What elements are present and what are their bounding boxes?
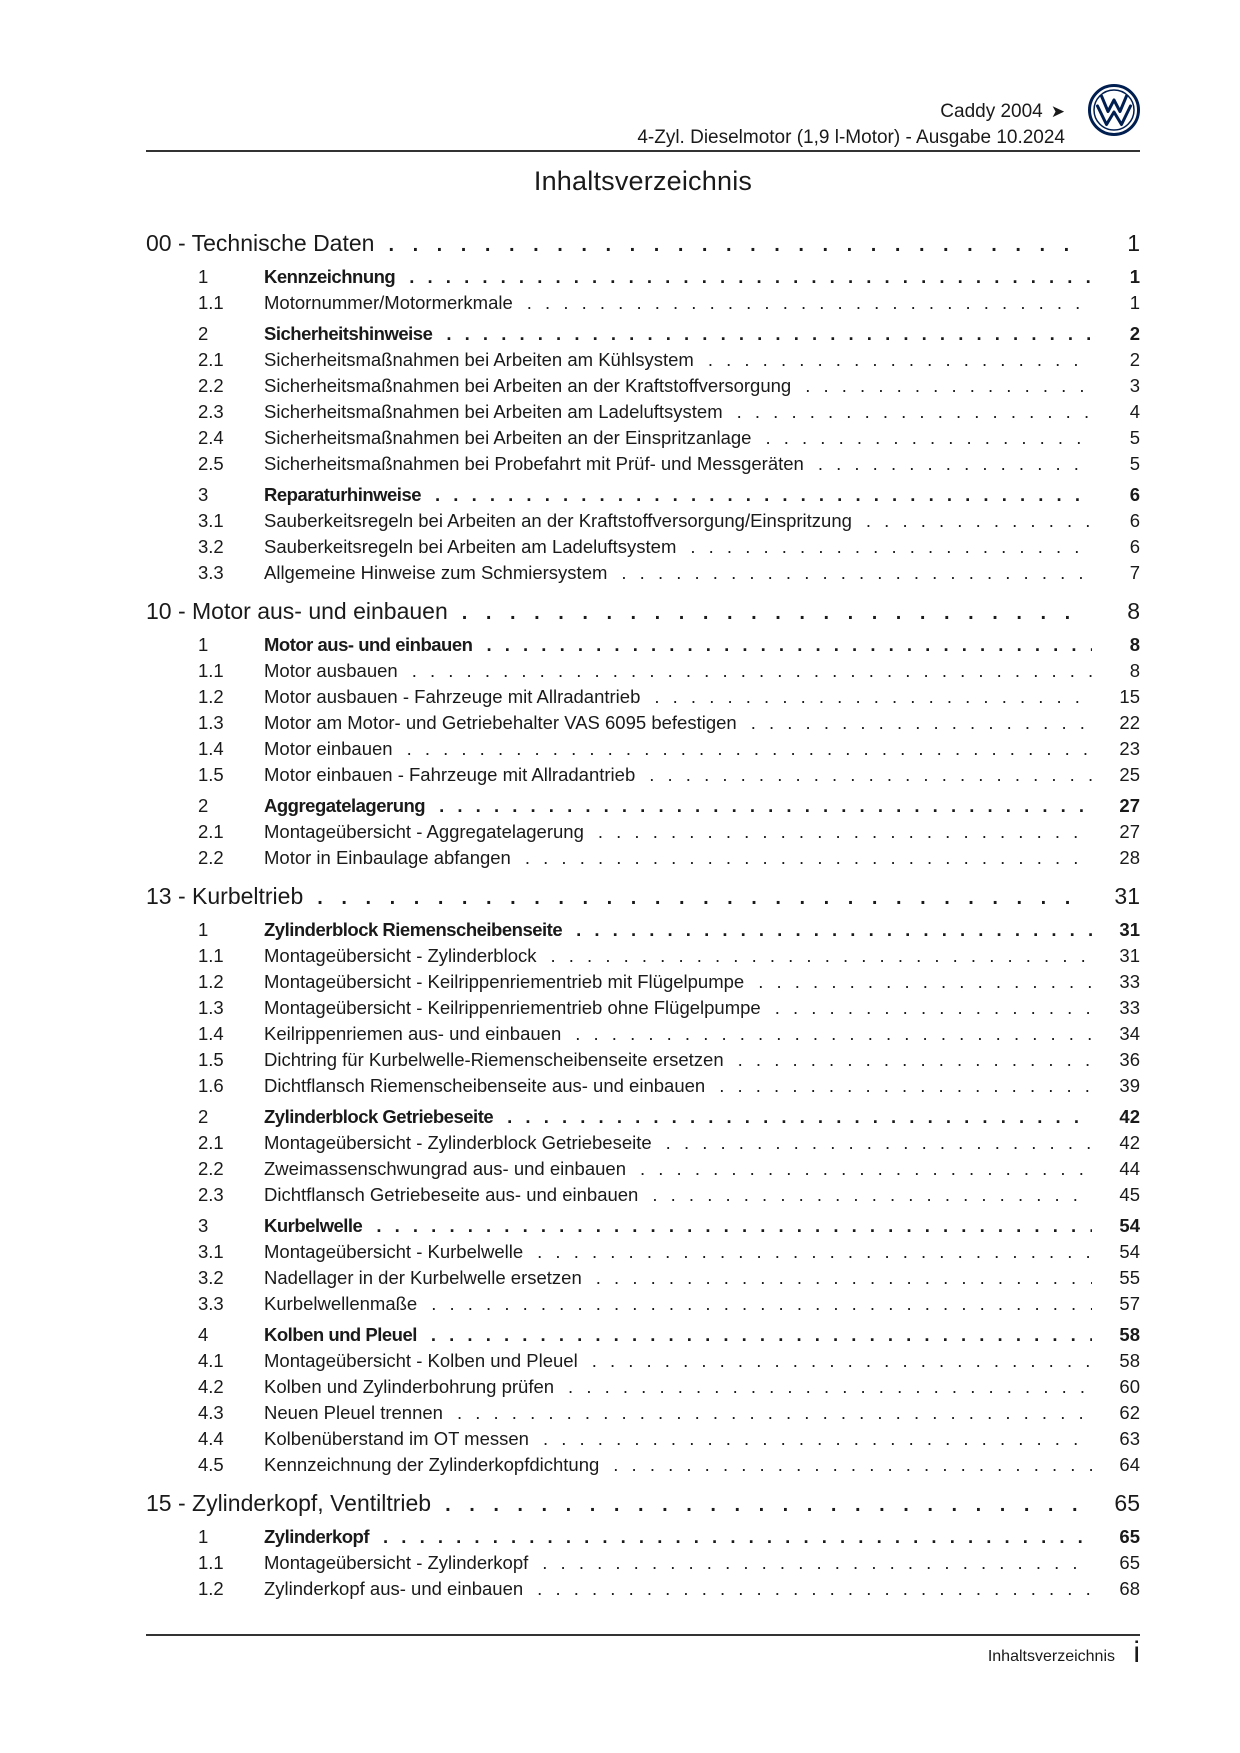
subsection-page: 1 — [1129, 292, 1140, 313]
subsection-title: Kolbenüberstand im OT messen — [264, 1428, 529, 1449]
section-page: 6 — [1129, 484, 1140, 505]
toc-subsection[interactable] — [146, 847, 1140, 873]
toc-section[interactable] — [146, 1324, 1140, 1350]
subsection-title: Dichtflansch Getriebeseite aus- und einbauen — [264, 1184, 639, 1205]
dot-leader — [462, 602, 1086, 625]
subsection-number: 3.1 — [198, 1241, 224, 1262]
toc-subsection[interactable] — [146, 1578, 1140, 1604]
dot-leader — [666, 1132, 1092, 1154]
subsection-page: 44 — [1119, 1158, 1140, 1179]
subsection-number: 2.4 — [198, 427, 224, 448]
subsection-page: 57 — [1119, 1293, 1140, 1314]
subsection-title: Montageübersicht - Keilrippenriementrieb ohne Flügelpumpe — [264, 997, 761, 1018]
subsection-page: 34 — [1119, 1023, 1140, 1044]
dot-leader — [551, 945, 1093, 967]
subsection-page: 45 — [1119, 1184, 1140, 1205]
subsection-number: 1.4 — [198, 1023, 224, 1044]
chapter-title: 13 - Kurbeltrieb — [146, 883, 304, 909]
toc-section[interactable] — [146, 1526, 1140, 1552]
section-title: Zylinderblock Riemenscheibenseite — [264, 919, 563, 940]
subsection-number: 2.1 — [198, 821, 224, 842]
subsection-title: Montageübersicht - Kolben und Pleuel — [264, 1350, 578, 1371]
subsection-title: Allgemeine Hinweise zum Schmiersystem — [264, 562, 608, 583]
subsection-number: 2.1 — [198, 1132, 224, 1153]
toc-subsection[interactable] — [146, 536, 1140, 562]
toc-subsection[interactable] — [146, 712, 1140, 738]
subsection-title: Sauberkeitsregeln bei Arbeiten am Ladeluftsystem — [264, 536, 677, 557]
subsection-page: 15 — [1119, 686, 1140, 707]
footer-label: Inhaltsverzeichnis — [987, 1648, 1115, 1665]
section-title: Zylinderblock Getriebeseite — [264, 1106, 494, 1127]
dot-leader — [527, 292, 1092, 314]
section-number: 3 — [198, 484, 209, 505]
toc-subsection[interactable] — [146, 1184, 1140, 1210]
subsection-page: 42 — [1119, 1132, 1140, 1153]
dot-leader — [431, 1293, 1092, 1315]
subsection-page: 58 — [1119, 1350, 1140, 1371]
toc-section[interactable] — [146, 323, 1140, 349]
subsection-title: Kennzeichnung der Zylinderkopfdichtung — [264, 1454, 600, 1475]
subsection-page: 3 — [1129, 375, 1140, 396]
toc-subsection[interactable] — [146, 1402, 1140, 1428]
dot-leader — [818, 453, 1092, 475]
subsection-number: 3.3 — [198, 1293, 224, 1314]
toc-chapter[interactable] — [146, 230, 1140, 266]
toc-subsection[interactable] — [146, 1454, 1140, 1480]
subsection-page: 7 — [1129, 562, 1140, 583]
section-page: 27 — [1119, 795, 1140, 816]
chapter-page: 65 — [1114, 1490, 1140, 1516]
header-vehicle — [940, 100, 1065, 124]
toc-subsection[interactable] — [146, 401, 1140, 427]
section-title: Aggregatelagerung — [264, 795, 426, 816]
section-page: 31 — [1119, 919, 1140, 940]
subsection-page: 62 — [1119, 1402, 1140, 1423]
subsection-number: 2.3 — [198, 1184, 224, 1205]
subsection-title: Sicherheitsmaßnahmen bei Arbeiten am Kühlsystem — [264, 349, 694, 370]
subsection-title: Montageübersicht - Zylinderkopf — [264, 1552, 529, 1573]
toc-subsection[interactable] — [146, 1552, 1140, 1578]
subsection-page: 60 — [1119, 1376, 1140, 1397]
subsection-page: 39 — [1119, 1075, 1140, 1096]
header-rule — [146, 150, 1140, 152]
dot-leader — [775, 997, 1092, 1019]
subsection-number: 2.3 — [198, 401, 224, 422]
section-page: 8 — [1129, 634, 1140, 655]
toc-subsection[interactable] — [146, 1293, 1140, 1319]
subsection-title: Motor in Einbaulage abfangen — [264, 847, 511, 868]
subsection-number: 1.1 — [198, 1552, 224, 1573]
dot-leader — [568, 1376, 1092, 1398]
section-title: Motor aus- und einbauen — [264, 634, 473, 655]
subsection-page: 63 — [1119, 1428, 1140, 1449]
section-number: 3 — [198, 1215, 209, 1236]
subsection-page: 64 — [1119, 1454, 1140, 1475]
dot-leader — [383, 1526, 1092, 1548]
section-number: 1 — [198, 266, 209, 287]
dot-leader — [431, 1324, 1092, 1346]
toc-section[interactable] — [146, 266, 1140, 292]
dot-leader — [576, 919, 1092, 941]
subsection-number: 4.3 — [198, 1402, 224, 1423]
toc-chapter[interactable] — [146, 1490, 1140, 1526]
page-title: Inhaltsverzeichnis — [533, 166, 753, 196]
subsection-number: 4.1 — [198, 1350, 224, 1371]
dot-leader — [866, 510, 1092, 532]
section-number: 2 — [198, 795, 209, 816]
subsection-title: Zylinderkopf aus- und einbauen — [264, 1578, 524, 1599]
subsection-page: 2 — [1129, 349, 1140, 370]
subsection-number: 1.4 — [198, 738, 224, 759]
header-vehicle-text: Caddy 2004 — [940, 101, 1043, 122]
section-number: 4 — [198, 1324, 209, 1345]
dot-leader — [719, 1075, 1092, 1097]
dot-leader — [525, 847, 1092, 869]
toc-section[interactable] — [146, 919, 1140, 945]
subsection-number: 1.3 — [198, 712, 224, 733]
subsection-page: 23 — [1119, 738, 1140, 759]
dot-leader — [596, 1267, 1092, 1289]
subsection-number: 2.2 — [198, 375, 224, 396]
subsection-number: 3.3 — [198, 562, 224, 583]
subsection-page: 65 — [1119, 1552, 1140, 1573]
subsection-title: Sicherheitsmaßnahmen bei Arbeiten an der Einspritzanlage — [264, 427, 752, 448]
arrow-right-icon: ➤ — [1050, 102, 1065, 121]
toc-subsection[interactable] — [146, 453, 1140, 479]
subsection-number: 3.2 — [198, 536, 224, 557]
dot-leader — [805, 375, 1092, 397]
subsection-number: 1.6 — [198, 1075, 224, 1096]
vw-logo-icon — [1088, 84, 1140, 136]
section-title: Kurbelwelle — [264, 1215, 363, 1236]
dot-leader — [376, 1215, 1092, 1237]
dot-leader — [409, 266, 1092, 288]
dot-leader — [486, 634, 1092, 656]
subsection-page: 5 — [1129, 427, 1140, 448]
section-page: 54 — [1119, 1215, 1140, 1236]
subsection-title: Montageübersicht - Aggregatelagerung — [264, 821, 584, 842]
toc-subsection[interactable] — [146, 686, 1140, 712]
toc-subsection[interactable] — [146, 1158, 1140, 1184]
dot-leader — [457, 1402, 1092, 1424]
subsection-page: 4 — [1129, 401, 1140, 422]
subsection-title: Nadellager in der Kurbelwelle ersetzen — [264, 1267, 582, 1288]
section-title: Sicherheitshinweise — [264, 323, 433, 344]
dot-leader — [435, 484, 1092, 506]
toc-subsection[interactable] — [146, 1267, 1140, 1293]
dot-leader — [652, 1184, 1092, 1206]
dot-leader — [445, 1494, 1086, 1517]
subsection-title: Motor am Motor- und Getriebehalter VAS 6095 befestigen — [264, 712, 737, 733]
subsection-number: 4.2 — [198, 1376, 224, 1397]
subsection-number: 4.4 — [198, 1428, 224, 1449]
subsection-page: 31 — [1119, 945, 1140, 966]
dot-leader — [751, 712, 1092, 734]
toc-section[interactable] — [146, 1215, 1140, 1241]
subsection-page: 55 — [1119, 1267, 1140, 1288]
section-number: 1 — [198, 1526, 209, 1547]
subsection-number: 1.5 — [198, 764, 224, 785]
dot-leader — [446, 323, 1092, 345]
subsection-title: Sicherheitsmaßnahmen bei Arbeiten an der Kraftstoffversorgung — [264, 375, 792, 396]
toc-section[interactable] — [146, 795, 1140, 821]
toc-subsection[interactable] — [146, 1075, 1140, 1101]
dot-leader — [598, 821, 1092, 843]
subsection-page: 33 — [1119, 997, 1140, 1018]
subsection-number: 1.3 — [198, 997, 224, 1018]
toc-subsection[interactable] — [146, 292, 1140, 318]
toc-subsection[interactable] — [146, 427, 1140, 453]
dot-leader — [649, 764, 1092, 786]
subsection-page: 36 — [1119, 1049, 1140, 1070]
subsection-page: 8 — [1129, 660, 1140, 681]
toc-chapter[interactable] — [146, 883, 1140, 919]
subsection-page: 6 — [1129, 510, 1140, 531]
subsection-page: 25 — [1119, 764, 1140, 785]
subsection-title: Dichtring für Kurbelwelle-Riemenscheibenseite ersetzen — [264, 1049, 724, 1070]
subsection-number: 1.2 — [198, 971, 224, 992]
toc-subsection[interactable] — [146, 349, 1140, 375]
dot-leader — [654, 686, 1092, 708]
section-title: Kolben und Pleuel — [264, 1324, 417, 1345]
toc-subsection[interactable] — [146, 764, 1140, 790]
dot-leader — [542, 1552, 1092, 1574]
subsection-page: 6 — [1129, 536, 1140, 557]
section-page: 2 — [1129, 323, 1140, 344]
dot-leader — [613, 1454, 1092, 1476]
subsection-title: Montageübersicht - Zylinderblock — [264, 945, 537, 966]
section-page: 42 — [1119, 1106, 1140, 1127]
toc-chapter[interactable] — [146, 598, 1140, 634]
subsection-number: 1.1 — [198, 292, 224, 313]
footer-page-number: i — [1133, 1636, 1140, 1669]
chapter-page: 31 — [1114, 883, 1140, 909]
dot-leader — [737, 401, 1092, 423]
dot-leader — [708, 349, 1092, 371]
dot-leader — [412, 660, 1092, 682]
chapter-title: 00 - Technische Daten — [146, 230, 375, 256]
section-number: 1 — [198, 634, 209, 655]
dot-leader — [765, 427, 1092, 449]
section-page: 58 — [1119, 1324, 1140, 1345]
dot-leader — [537, 1578, 1092, 1600]
toc-subsection[interactable] — [146, 997, 1140, 1023]
subsection-number: 3.2 — [198, 1267, 224, 1288]
dot-leader — [388, 234, 1086, 257]
footer-rule — [146, 1634, 1140, 1636]
subsection-title: Motor ausbauen — [264, 660, 398, 681]
toc-subsection[interactable] — [146, 1132, 1140, 1158]
section-page: 65 — [1119, 1526, 1140, 1547]
subsection-page: 28 — [1119, 847, 1140, 868]
subsection-page: 22 — [1119, 712, 1140, 733]
subsection-title: Montageübersicht - Keilrippenriementrieb mit Flügelpumpe — [264, 971, 745, 992]
subsection-title: Dichtflansch Riemenscheibenseite aus- und einbauen — [264, 1075, 706, 1096]
toc-subsection[interactable] — [146, 660, 1140, 686]
dot-leader — [738, 1049, 1092, 1071]
dot-leader — [575, 1023, 1092, 1045]
subsection-number: 1.2 — [198, 686, 224, 707]
subsection-number: 3.1 — [198, 510, 224, 531]
subsection-title: Motor ausbauen - Fahrzeuge mit Allradantrieb — [264, 686, 641, 707]
subsection-title: Sauberkeitsregeln bei Arbeiten an der Kraftstoffversorgung/Einspritzung — [264, 510, 852, 531]
subsection-title: Kolben und Zylinderbohrung prüfen — [264, 1376, 555, 1397]
subsection-title: Keilrippenriemen aus- und einbauen — [264, 1023, 562, 1044]
toc-subsection[interactable] — [146, 1049, 1140, 1075]
subsection-title: Motornummer/Motormerkmale — [264, 292, 513, 313]
toc-subsection[interactable] — [146, 738, 1140, 764]
subsection-number: 2.2 — [198, 1158, 224, 1179]
toc-section[interactable] — [146, 634, 1140, 660]
subsection-title: Neuen Pleuel trennen — [264, 1402, 443, 1423]
dot-leader — [439, 795, 1092, 817]
toc-subsection[interactable] — [146, 1350, 1140, 1376]
toc-section[interactable] — [146, 1106, 1140, 1132]
subsection-number: 2.1 — [198, 349, 224, 370]
subsection-title: Sicherheitsmaßnahmen bei Probefahrt mit Prüf- und Messgeräten — [264, 453, 804, 474]
subsection-page: 27 — [1119, 821, 1140, 842]
subsection-title: Sicherheitsmaßnahmen bei Arbeiten am Ladeluftsystem — [264, 401, 723, 422]
section-number: 2 — [198, 1106, 209, 1127]
subsection-number: 2.5 — [198, 453, 224, 474]
toc-subsection[interactable] — [146, 510, 1140, 536]
subsection-title: Zweimassenschwungrad aus- und einbauen — [264, 1158, 626, 1179]
dot-leader — [592, 1350, 1092, 1372]
chapter-title: 10 - Motor aus- und einbauen — [146, 598, 448, 624]
subsection-number: 1.1 — [198, 660, 224, 681]
dot-leader — [317, 887, 1086, 910]
dot-leader — [543, 1428, 1092, 1450]
dot-leader — [407, 738, 1092, 760]
subsection-title: Kurbelwellenmaße — [264, 1293, 418, 1314]
section-title: Reparaturhinweise — [264, 484, 422, 505]
toc-subsection[interactable] — [146, 821, 1140, 847]
chapter-page: 1 — [1127, 230, 1140, 256]
toc-subsection[interactable] — [146, 1241, 1140, 1267]
toc-subsection[interactable] — [146, 375, 1140, 401]
subsection-title: Motor einbauen - Fahrzeuge mit Allradantrieb — [264, 764, 636, 785]
section-title: Zylinderkopf — [264, 1526, 370, 1547]
section-number: 1 — [198, 919, 209, 940]
toc-subsection[interactable] — [146, 562, 1140, 588]
dot-leader — [690, 536, 1092, 558]
subsection-number: 1.2 — [198, 1578, 224, 1599]
toc-subsection[interactable] — [146, 1428, 1140, 1454]
subsection-page: 54 — [1119, 1241, 1140, 1262]
dot-leader — [621, 562, 1092, 584]
subsection-page: 33 — [1119, 971, 1140, 992]
header-subtitle: 4-Zyl. Dieselmotor (1,9 l-Motor) - Ausgabe 10.2024 — [637, 127, 1065, 148]
dot-leader — [507, 1106, 1092, 1128]
section-page: 1 — [1129, 266, 1140, 287]
section-number: 2 — [198, 323, 209, 344]
toc-subsection[interactable] — [146, 1023, 1140, 1049]
subsection-number: 2.2 — [198, 847, 224, 868]
toc-subsection[interactable] — [146, 1376, 1140, 1402]
dot-leader — [537, 1241, 1092, 1263]
subsection-page: 68 — [1119, 1578, 1140, 1599]
subsection-number: 1.1 — [198, 945, 224, 966]
section-title: Kennzeichnung — [264, 266, 396, 287]
table-of-contents — [146, 230, 1140, 1604]
chapter-title: 15 - Zylinderkopf, Ventiltrieb — [146, 1490, 432, 1516]
toc-section[interactable] — [146, 484, 1140, 510]
subsection-title: Montageübersicht - Zylinderblock Getriebeseite — [264, 1132, 652, 1153]
dot-leader — [640, 1158, 1092, 1180]
subsection-number: 4.5 — [198, 1454, 224, 1475]
subsection-title: Motor einbauen — [264, 738, 393, 759]
subsection-page: 5 — [1129, 453, 1140, 474]
toc-subsection[interactable] — [146, 971, 1140, 997]
chapter-page: 8 — [1127, 598, 1140, 624]
dot-leader — [758, 971, 1092, 993]
subsection-title: Montageübersicht - Kurbelwelle — [264, 1241, 524, 1262]
subsection-number: 1.5 — [198, 1049, 224, 1070]
toc-subsection[interactable] — [146, 945, 1140, 971]
